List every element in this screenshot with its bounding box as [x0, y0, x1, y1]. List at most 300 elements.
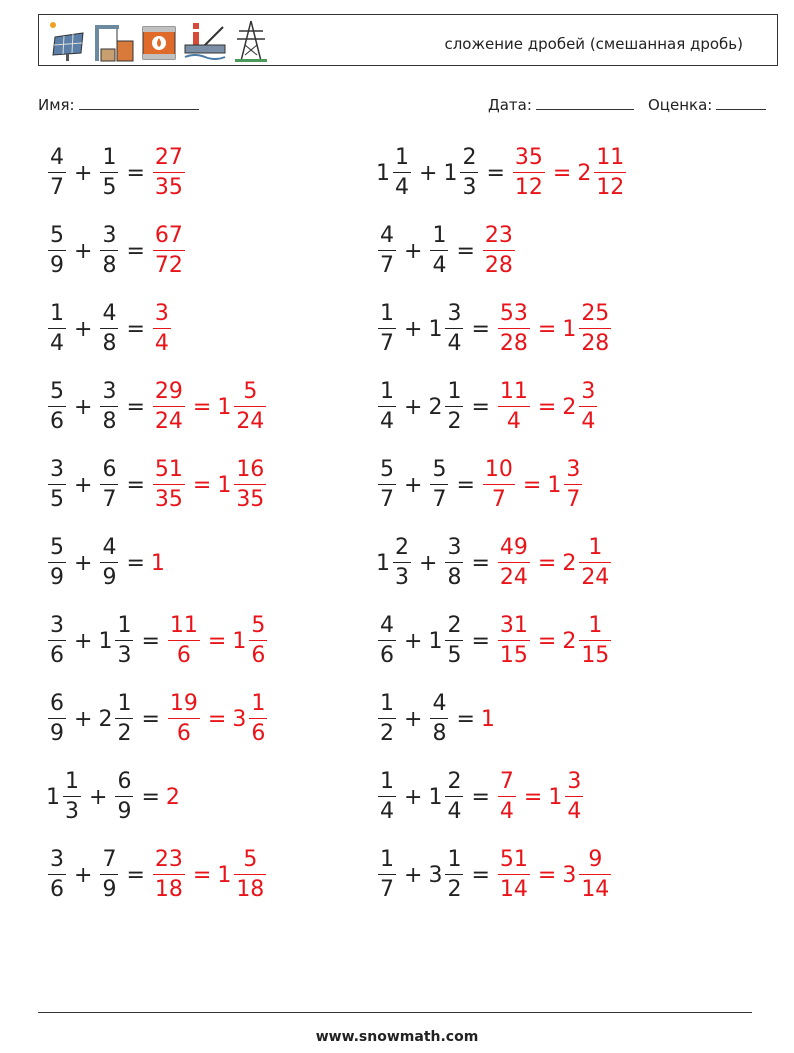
- answer-fraction: [579, 534, 611, 591]
- answer: [151, 456, 268, 513]
- answer-fraction: [249, 690, 267, 747]
- answer-whole: 1: [547, 472, 562, 498]
- answer-fraction: [498, 612, 530, 669]
- problem-item: [46, 141, 187, 205]
- addend-denominator: 7: [50, 175, 64, 201]
- addend-number: [98, 222, 120, 279]
- answer-numerator: 49: [499, 534, 528, 560]
- answer-whole: 3: [562, 862, 577, 888]
- answer-number: [511, 144, 547, 201]
- addend-number: [376, 144, 413, 201]
- answer-denominator: 35: [154, 487, 183, 513]
- addend-fraction: [48, 378, 66, 435]
- addend-numerator: 6: [50, 690, 64, 716]
- addend-number: [376, 690, 398, 747]
- addend-fraction: [48, 690, 66, 747]
- addend-numerator: 5: [50, 222, 64, 248]
- plus-sign: +: [419, 550, 438, 576]
- addend-number: [428, 222, 450, 279]
- answer-fraction: [498, 846, 530, 903]
- name-label: Имя:: [38, 96, 75, 114]
- addend-whole: 3: [428, 862, 443, 888]
- equals-sign: =: [471, 550, 490, 576]
- addend-denominator: 7: [380, 877, 394, 903]
- addend-denominator: 6: [50, 877, 64, 903]
- answer-fraction: [153, 222, 185, 279]
- answer-denominator: 72: [154, 253, 183, 279]
- equals-sign: =: [126, 238, 145, 264]
- plus-sign: +: [404, 238, 423, 264]
- problem-item: [46, 765, 181, 829]
- addend-number: [376, 846, 398, 903]
- answer-denominator: 4: [567, 799, 582, 825]
- addend-fraction: [48, 222, 66, 279]
- addend-number: [98, 378, 120, 435]
- addend-numerator: 5: [50, 534, 64, 560]
- answer: [496, 846, 613, 903]
- addend-fraction: [445, 534, 463, 591]
- equals-sign: =: [471, 862, 490, 888]
- addend-number: [376, 534, 413, 591]
- equals-sign: =: [126, 550, 145, 576]
- answer-number: [496, 768, 518, 825]
- addend-number: [46, 768, 83, 825]
- answer-whole: 1: [232, 628, 247, 654]
- answer-whole: 1: [150, 550, 165, 576]
- plus-sign: +: [74, 316, 93, 342]
- oil-rig-icon: [183, 19, 227, 63]
- answer-whole: 2: [562, 628, 577, 654]
- date-field: [488, 95, 634, 114]
- answer: [481, 456, 584, 513]
- problem-item: [46, 375, 268, 439]
- addend-denominator: 5: [102, 175, 117, 201]
- equals-sign: =: [456, 472, 475, 498]
- answer: [496, 300, 613, 357]
- addend-number: [46, 378, 68, 435]
- answer-whole: 1: [217, 472, 232, 498]
- answer-number: [217, 378, 268, 435]
- equals-sign: =: [141, 706, 160, 732]
- addend-number: [113, 768, 135, 825]
- answer-numerator: 16: [236, 456, 265, 482]
- answer-numerator: 23: [154, 846, 183, 872]
- addend-fraction: [445, 768, 463, 825]
- answer-fraction: [168, 690, 200, 747]
- answer-numerator: 5: [251, 612, 266, 638]
- answer: [151, 144, 187, 201]
- addend-fraction: [48, 300, 66, 357]
- addend-numerator: 1: [380, 846, 394, 872]
- answer-denominator: 12: [596, 175, 625, 201]
- answer-numerator: 3: [566, 456, 581, 482]
- addend-numerator: 1: [117, 690, 132, 716]
- addend-fraction: [115, 690, 133, 747]
- factory-icon: [91, 19, 135, 63]
- addend-numerator: 1: [65, 768, 79, 794]
- answer-whole: 1: [548, 784, 563, 810]
- addend-fraction: [378, 378, 396, 435]
- answer-denominator: 6: [251, 643, 266, 669]
- problem-item: [376, 765, 585, 829]
- answer-equals-sign: =: [207, 628, 227, 654]
- answer-numerator: 5: [243, 846, 258, 872]
- addend-denominator: 7: [380, 253, 394, 279]
- answer-fraction: [483, 222, 515, 279]
- addend-fraction: [430, 222, 448, 279]
- problem-item: [46, 219, 187, 283]
- addend-number: [98, 144, 120, 201]
- addend-fraction: [430, 456, 448, 513]
- equals-sign: =: [141, 628, 160, 654]
- answer-numerator: 51: [499, 846, 528, 872]
- equals-sign: =: [141, 784, 160, 810]
- answer-numerator: 11: [499, 378, 528, 404]
- answer-equals-sign: =: [207, 706, 227, 732]
- addend-numerator: 4: [380, 612, 394, 638]
- addend-fraction: [445, 612, 463, 669]
- addend-denominator: 9: [117, 799, 132, 825]
- addend-number: [46, 300, 68, 357]
- answer-number: [547, 456, 584, 513]
- addend-number: [376, 456, 398, 513]
- answer-number: [562, 846, 613, 903]
- answer-fraction: [153, 456, 185, 513]
- addend-numerator: 4: [50, 144, 64, 170]
- addend-number: [98, 456, 120, 513]
- addend-whole: 2: [98, 706, 113, 732]
- addend-numerator: 1: [380, 378, 394, 404]
- answer-whole: 1: [217, 862, 232, 888]
- answer-number: [562, 378, 599, 435]
- addend-denominator: 3: [462, 175, 477, 201]
- addend-number: [376, 222, 398, 279]
- answer-denominator: 24: [581, 565, 610, 591]
- answer-number: [562, 534, 613, 591]
- answer-denominator: 24: [236, 409, 265, 435]
- answer-number: [562, 300, 613, 357]
- problem-item: [376, 375, 599, 439]
- addend-denominator: 4: [50, 331, 64, 357]
- answer-number: [217, 456, 268, 513]
- answer: [481, 222, 517, 279]
- footer-url: www.snowmath.com: [315, 1029, 479, 1045]
- answer-number: [151, 222, 187, 279]
- answer: [151, 222, 187, 279]
- problem-item: [46, 843, 268, 907]
- addend-number: [376, 612, 398, 669]
- answer-number: [562, 612, 613, 669]
- equals-sign: =: [456, 238, 475, 264]
- equals-sign: =: [456, 706, 475, 732]
- answer-fraction: [594, 144, 626, 201]
- addend-denominator: 8: [102, 331, 117, 357]
- answer-denominator: 28: [484, 253, 513, 279]
- addend-denominator: 9: [102, 565, 117, 591]
- plus-sign: +: [404, 706, 423, 732]
- oil-tank-icon: [139, 19, 179, 63]
- plus-sign: +: [89, 784, 108, 810]
- addend-whole: 1: [428, 316, 443, 342]
- addend-numerator: 5: [432, 456, 447, 482]
- answer-number: [151, 144, 187, 201]
- answer-numerator: 67: [154, 222, 183, 248]
- answer: [496, 768, 585, 825]
- addend-number: [46, 846, 68, 903]
- answer-number: [166, 785, 181, 810]
- addend-number: [428, 846, 465, 903]
- addend-fraction: [445, 378, 463, 435]
- answer-number: [232, 690, 269, 747]
- answer-number: [151, 846, 187, 903]
- answer-numerator: 31: [499, 612, 528, 638]
- addend-whole: 1: [428, 628, 443, 654]
- answer-numerator: 23: [484, 222, 513, 248]
- addend-numerator: 2: [447, 612, 462, 638]
- answer-numerator: 3: [154, 300, 169, 326]
- addend-numerator: 7: [102, 846, 117, 872]
- addend-number: [98, 690, 135, 747]
- addend-numerator: 3: [447, 300, 462, 326]
- addend-denominator: 3: [65, 799, 79, 825]
- addend-numerator: 3: [102, 378, 117, 404]
- answer-fraction: [153, 144, 185, 201]
- equals-sign: =: [126, 394, 145, 420]
- answer-denominator: 35: [236, 487, 265, 513]
- addend-numerator: 5: [380, 456, 394, 482]
- addend-fraction: [48, 846, 66, 903]
- addend-number: [46, 690, 68, 747]
- answer-denominator: 15: [581, 643, 610, 669]
- addend-number: [46, 612, 68, 669]
- equals-sign: =: [471, 316, 490, 342]
- answer-whole: 2: [562, 550, 577, 576]
- answer-number: [496, 534, 532, 591]
- addend-number: [46, 534, 68, 591]
- grade-field: [648, 95, 766, 114]
- problem-item: [376, 531, 613, 595]
- answer-number: [496, 612, 532, 669]
- answer-number: [232, 612, 269, 669]
- answer-numerator: 29: [154, 378, 183, 404]
- addend-number: [428, 300, 465, 357]
- addend-whole: 2: [428, 394, 443, 420]
- addend-denominator: 9: [50, 721, 64, 747]
- grade-line[interactable]: [716, 95, 766, 110]
- addend-fraction: [393, 144, 411, 201]
- answer-denominator: 18: [236, 877, 265, 903]
- answer-fraction: [153, 300, 171, 357]
- addend-denominator: 8: [447, 565, 462, 591]
- answer-fraction: [153, 378, 185, 435]
- addend-denominator: 8: [432, 721, 447, 747]
- answer-equals-sign: =: [537, 394, 557, 420]
- answer-numerator: 1: [588, 612, 603, 638]
- header-icons: [47, 19, 271, 63]
- addend-whole: 1: [98, 628, 113, 654]
- addend-denominator: 2: [447, 409, 462, 435]
- addend-denominator: 6: [380, 643, 394, 669]
- answer-denominator: 14: [499, 877, 528, 903]
- problem-item: [376, 141, 628, 205]
- answer-denominator: 4: [581, 409, 596, 435]
- addend-denominator: 8: [102, 409, 117, 435]
- name-field: [38, 95, 199, 114]
- answer-number: [548, 768, 585, 825]
- answer-equals-sign: =: [552, 160, 572, 186]
- answer-whole: 2: [562, 394, 577, 420]
- answer: [151, 551, 166, 576]
- addend-numerator: 6: [117, 768, 132, 794]
- answer-denominator: 14: [581, 877, 610, 903]
- answer-fraction: [564, 456, 582, 513]
- addend-denominator: 6: [50, 643, 64, 669]
- answer-numerator: 19: [169, 690, 198, 716]
- answer-equals-sign: =: [537, 628, 557, 654]
- addend-numerator: 3: [50, 846, 64, 872]
- addend-numerator: 1: [50, 300, 64, 326]
- addend-fraction: [378, 768, 396, 825]
- addend-numerator: 1: [380, 768, 394, 794]
- plus-sign: +: [74, 238, 93, 264]
- addend-numerator: 1: [395, 144, 409, 170]
- addend-numerator: 1: [380, 300, 394, 326]
- answer-whole: 2: [165, 784, 180, 810]
- answer-numerator: 7: [499, 768, 514, 794]
- answer-denominator: 7: [491, 487, 506, 513]
- answer-fraction: [579, 378, 597, 435]
- addend-number: [428, 378, 465, 435]
- plus-sign: +: [404, 862, 423, 888]
- answer-fraction: [579, 846, 611, 903]
- addend-denominator: 4: [380, 799, 394, 825]
- addend-denominator: 9: [50, 253, 64, 279]
- addend-whole: 1: [46, 784, 60, 810]
- addend-fraction: [445, 846, 463, 903]
- addend-fraction: [115, 612, 133, 669]
- problem-item: [376, 843, 613, 907]
- answer-denominator: 6: [251, 721, 266, 747]
- addend-fraction: [378, 690, 396, 747]
- answer-whole: 1: [562, 316, 577, 342]
- answer-whole: 1: [217, 394, 232, 420]
- addend-numerator: 3: [50, 612, 64, 638]
- answer: [511, 144, 628, 201]
- equals-sign: =: [471, 628, 490, 654]
- answer-fraction: [579, 612, 611, 669]
- worksheet-title: сложение дробей (смешанная дробь): [444, 35, 743, 53]
- addend-denominator: 4: [380, 409, 394, 435]
- addend-denominator: 4: [447, 799, 462, 825]
- problem-item: [46, 453, 268, 517]
- plus-sign: +: [404, 472, 423, 498]
- answer-whole: 3: [232, 706, 247, 732]
- answer-numerator: 51: [154, 456, 183, 482]
- addend-fraction: [48, 456, 66, 513]
- addend-denominator: 2: [117, 721, 132, 747]
- addend-number: [98, 534, 120, 591]
- addend-denominator: 3: [117, 643, 132, 669]
- name-line[interactable]: [79, 95, 199, 110]
- addend-fraction: [393, 534, 411, 591]
- addend-denominator: 5: [50, 487, 64, 513]
- answer-fraction: [513, 144, 545, 201]
- plus-sign: +: [419, 160, 438, 186]
- date-line[interactable]: [536, 95, 634, 110]
- answer-equals-sign: =: [192, 472, 212, 498]
- answer-fraction: [498, 378, 530, 435]
- answer-number: [577, 144, 628, 201]
- equals-sign: =: [126, 160, 145, 186]
- addend-numerator: 1: [117, 612, 132, 638]
- addend-denominator: 7: [102, 487, 117, 513]
- addend-number: [443, 534, 465, 591]
- answer-numerator: 10: [484, 456, 513, 482]
- addend-number: [46, 222, 68, 279]
- addend-number: [98, 846, 120, 903]
- answer-numerator: 25: [581, 300, 610, 326]
- addend-numerator: 2: [462, 144, 477, 170]
- answer-numerator: 11: [169, 612, 198, 638]
- addend-fraction: [48, 144, 66, 201]
- answer-denominator: 4: [506, 409, 521, 435]
- addend-numerator: 6: [102, 456, 117, 482]
- answer-number: [151, 551, 166, 576]
- answer-number: [481, 456, 517, 513]
- problem-item: [376, 219, 517, 283]
- answer-fraction: [153, 846, 185, 903]
- addend-denominator: 8: [102, 253, 117, 279]
- answer-equals-sign: =: [192, 394, 212, 420]
- date-label: Дата:: [488, 96, 532, 114]
- answer-fraction: [234, 456, 266, 513]
- answer: [151, 378, 268, 435]
- addend-fraction: [378, 222, 396, 279]
- addend-fraction: [460, 144, 478, 201]
- answer-fraction: [565, 768, 583, 825]
- addend-numerator: 1: [447, 846, 462, 872]
- addend-number: [376, 378, 398, 435]
- addend-fraction: [48, 612, 66, 669]
- footer-divider: [38, 1012, 752, 1013]
- plus-sign: +: [404, 394, 423, 420]
- addend-fraction: [100, 300, 118, 357]
- answer: [151, 846, 268, 903]
- answer-equals-sign: =: [537, 316, 557, 342]
- answer-denominator: 4: [499, 799, 514, 825]
- answer-denominator: 12: [514, 175, 543, 201]
- addend-number: [428, 456, 450, 513]
- addend-fraction: [63, 768, 81, 825]
- plus-sign: +: [74, 472, 93, 498]
- addend-fraction: [48, 534, 66, 591]
- plus-sign: +: [404, 628, 423, 654]
- answer-equals-sign: =: [522, 472, 542, 498]
- answer-number: [481, 707, 496, 732]
- grade-label: Оценка:: [648, 96, 713, 114]
- addend-denominator: 4: [395, 175, 409, 201]
- worksheet-header: [38, 14, 778, 66]
- addend-number: [443, 144, 480, 201]
- plus-sign: +: [74, 628, 93, 654]
- equals-sign: =: [126, 316, 145, 342]
- answer-whole: 1: [480, 706, 495, 732]
- addend-number: [428, 690, 450, 747]
- equals-sign: =: [486, 160, 505, 186]
- addend-number: [428, 612, 465, 669]
- answer-fraction: [498, 768, 516, 825]
- addend-denominator: 3: [395, 565, 409, 591]
